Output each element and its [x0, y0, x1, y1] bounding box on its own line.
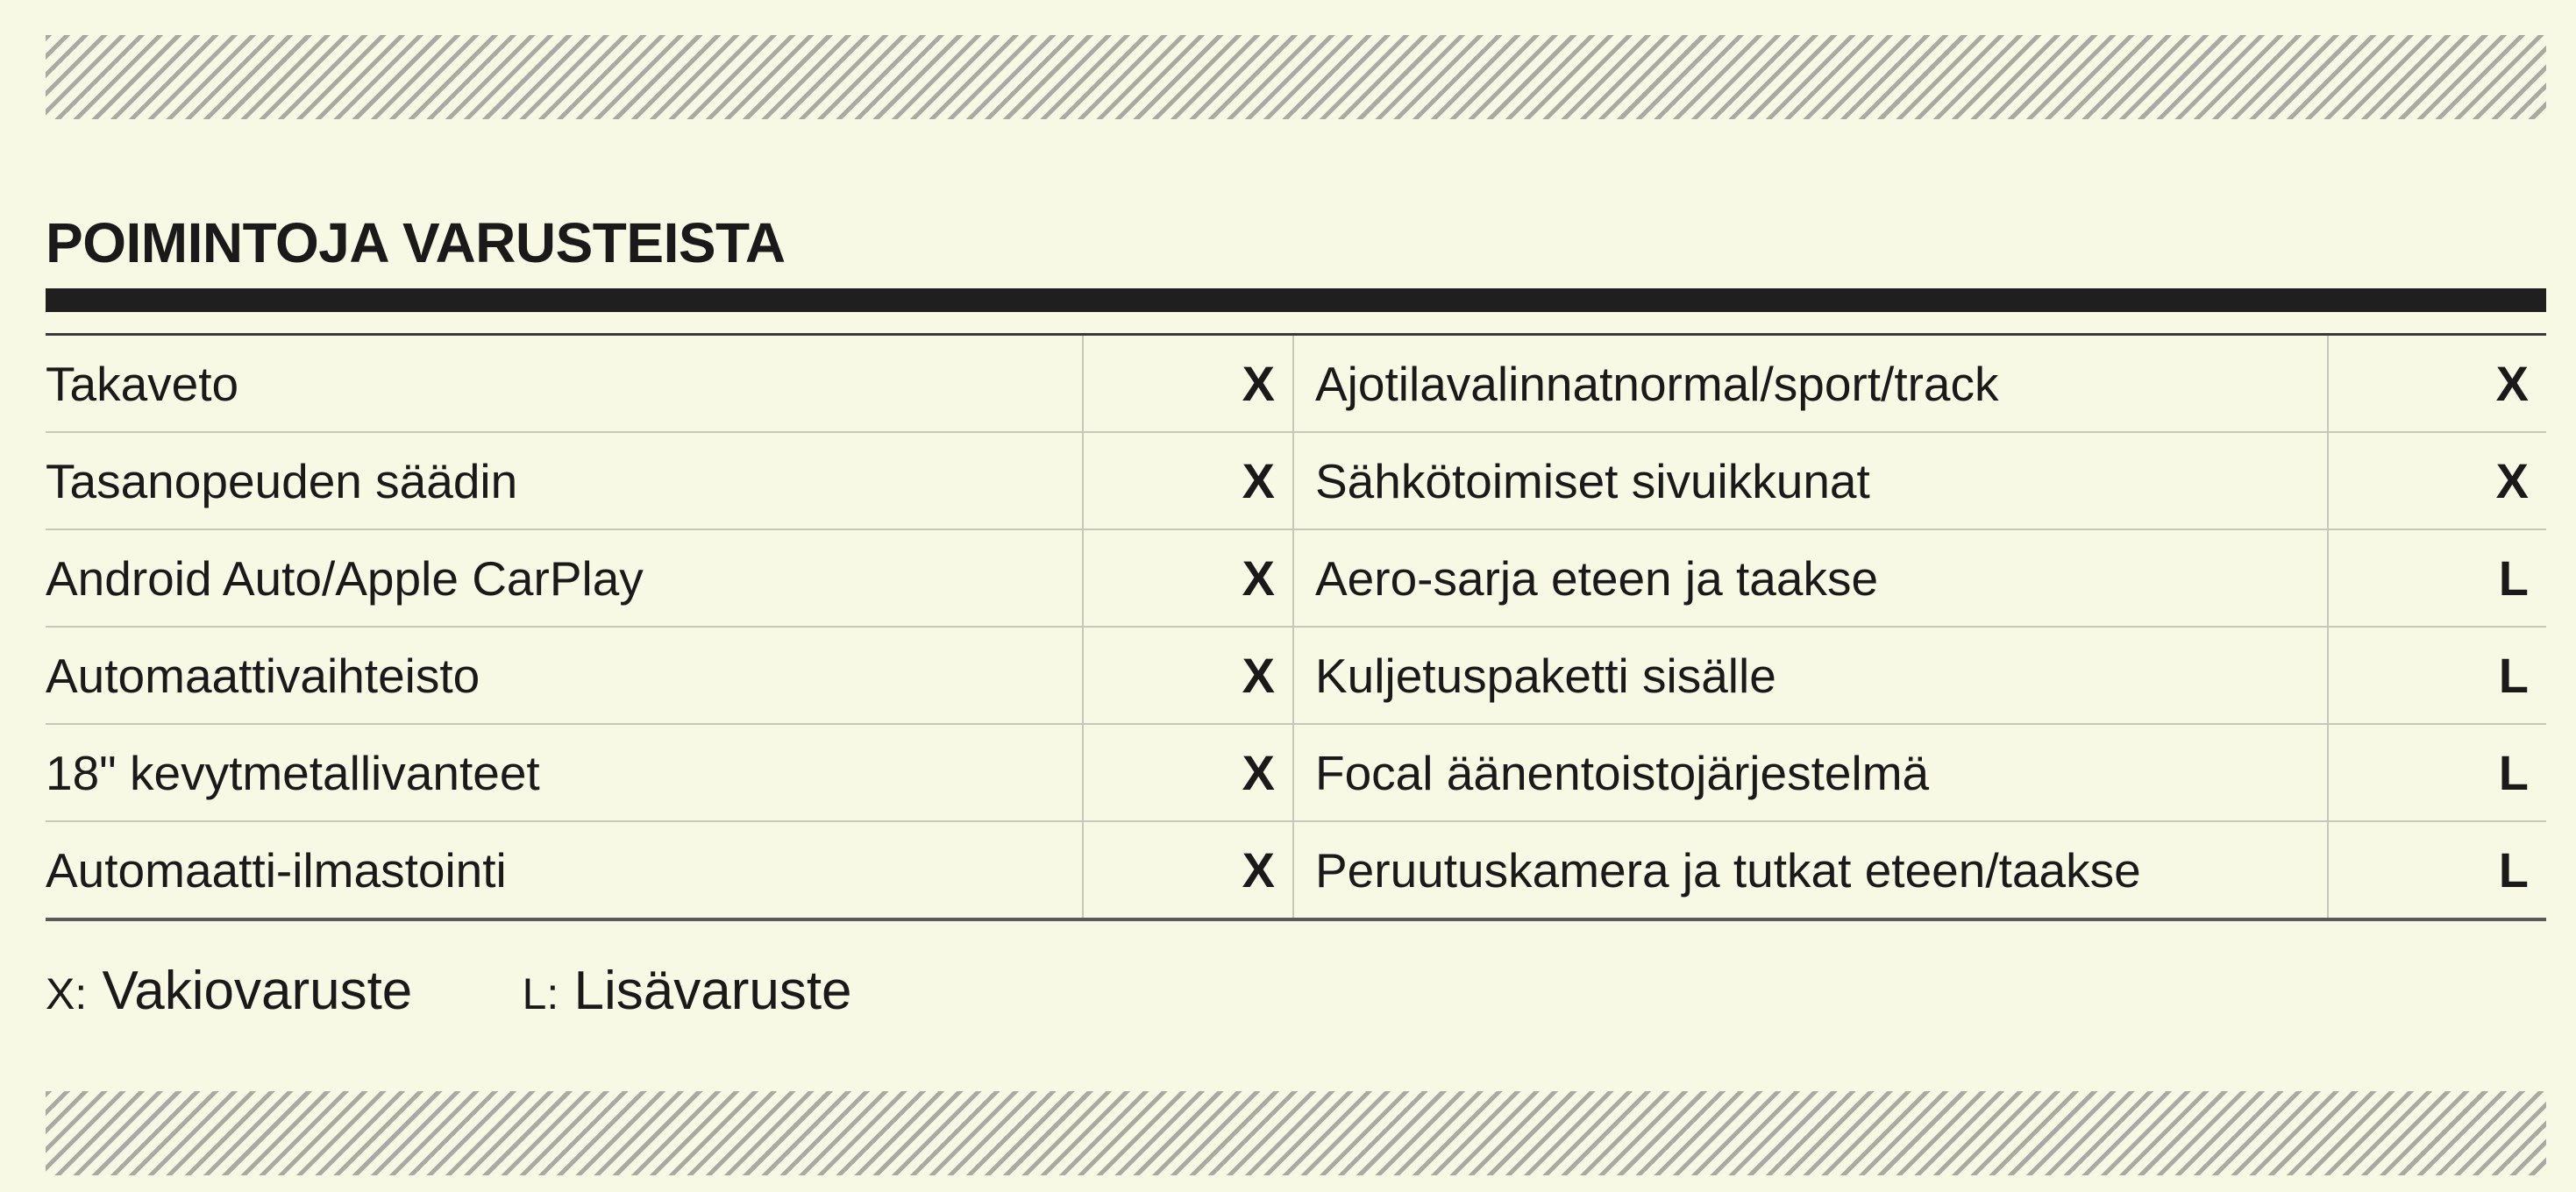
- legend-optional-code: L:: [522, 969, 559, 1018]
- availability-mark: X: [2328, 335, 2546, 433]
- equipment-table: [46, 333, 2546, 921]
- availability-mark: X: [1083, 529, 1293, 627]
- availability-mark: X: [1083, 335, 1293, 433]
- decorative-stripe-band-bottom: [46, 1091, 2546, 1175]
- table-row: [46, 335, 2546, 433]
- legend-standard: [46, 960, 412, 1022]
- table-row: [46, 724, 2546, 821]
- feature-name: Ajotilavalinnatnormal/sport/track: [1293, 335, 2328, 433]
- section-title: POIMINTOJA VARUSTEISTA: [46, 211, 786, 274]
- decorative-stripe-band-top: [46, 35, 2546, 119]
- feature-name: Sähkötoimiset sivuikkunat: [1293, 432, 2328, 529]
- table-row: [46, 821, 2546, 919]
- feature-name: Peruutuskamera ja tutkat eteen/taakse: [1315, 842, 2141, 898]
- feature-name: Takaveto: [46, 335, 1083, 433]
- availability-mark: L: [2328, 821, 2546, 919]
- legend-optional-label: Lisävaruste: [573, 961, 852, 1021]
- feature-name: Android Auto/Apple CarPlay: [46, 529, 1083, 627]
- availability-mark: L: [2328, 724, 2546, 821]
- availability-mark: X: [1083, 821, 1293, 919]
- availability-mark: X: [1083, 724, 1293, 821]
- availability-mark: X: [1083, 432, 1293, 529]
- feature-name: Tasanopeuden säädin: [46, 432, 1083, 529]
- legend: [46, 960, 947, 1022]
- availability-mark: L: [2328, 529, 2546, 627]
- feature-name: Aero-sarja eteen ja taakse: [1293, 529, 2328, 627]
- availability-mark: X: [1083, 627, 1293, 724]
- availability-mark: X: [2328, 432, 2546, 529]
- feature-name: 18" kevytmetallivanteet: [46, 724, 1083, 821]
- table-row: [46, 529, 2546, 627]
- legend-optional: [523, 960, 852, 1022]
- feature-name: Automaattivaihteisto: [46, 627, 1083, 724]
- feature-name: Automaatti-ilmastointi: [46, 842, 507, 898]
- availability-mark: L: [2328, 627, 2546, 724]
- legend-standard-code: X:: [46, 969, 88, 1018]
- feature-name: Kuljetuspaketti sisälle: [1293, 627, 2328, 724]
- table-row: [46, 432, 2546, 529]
- table-row: [46, 627, 2546, 724]
- legend-standard-label: Vakiovaruste: [102, 961, 413, 1021]
- feature-name: Focal äänentoistojärjestelmä: [1293, 724, 2328, 821]
- title-rule: [46, 288, 2546, 312]
